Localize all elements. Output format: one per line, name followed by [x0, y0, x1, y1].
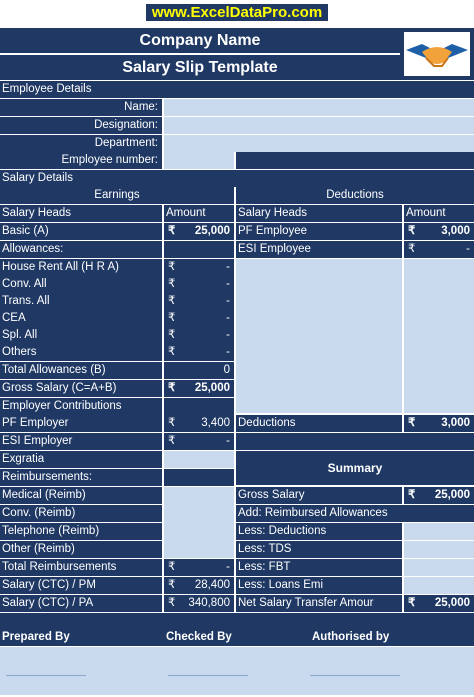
summary-gross-amount — [404, 487, 474, 504]
employee-details-header: Employee Details — [0, 81, 474, 98]
telephone-reimb-label: Telephone (Reimb) — [0, 523, 162, 540]
currency-symbol: ₹ — [168, 561, 176, 573]
salary-details-header: Salary Details — [0, 170, 474, 187]
earnings-heads-col: Salary Heads — [0, 205, 162, 222]
designation-label: Designation: — [0, 117, 162, 134]
currency-symbol: ₹ — [168, 312, 176, 324]
employee-number-extra — [236, 152, 474, 169]
deductions-heads-col: Salary Heads — [236, 205, 402, 222]
prepared-by-line — [6, 675, 86, 676]
deductions-total-value: 3,000 — [441, 417, 470, 429]
currency-symbol: ₹ — [168, 435, 176, 447]
gross-salary-value: 25,000 — [194, 382, 230, 394]
authorised-by-label: Authorised by — [236, 629, 474, 646]
signature-spacer — [0, 613, 474, 629]
allowances-label: Allowances: — [0, 241, 162, 258]
handshake-icon — [404, 32, 470, 76]
deductions-spacer — [236, 433, 474, 450]
template-title: Salary Slip Template — [0, 55, 400, 80]
summary-gross-value: 25,000 — [434, 489, 470, 501]
authorised-by-line — [310, 675, 400, 676]
spl-all-label: Spl. All — [0, 327, 162, 344]
currency-symbol: ₹ — [168, 261, 176, 273]
currency-symbol: ₹ — [168, 597, 176, 609]
currency-symbol: ₹ — [408, 597, 416, 609]
basic-value: 25,000 — [194, 225, 230, 237]
ctc-pa-value: 340,800 — [188, 597, 230, 609]
total-reimbursements-amount — [164, 559, 234, 576]
website-link[interactable]: www.ExcelDataPro.com — [146, 4, 328, 21]
trans-all-value: - — [226, 295, 230, 307]
cea-amount — [164, 310, 234, 327]
esi-employee-label: ESI Employee — [236, 241, 402, 258]
website-banner — [0, 2, 474, 24]
add-reimbursed-label: Add: Reimbursed Allowances — [236, 505, 474, 522]
esi-employee-value: - — [466, 243, 470, 255]
deductions-amount-col: Amount — [404, 205, 474, 222]
summary-gross-label: Gross Salary — [236, 487, 402, 504]
currency-symbol: ₹ — [168, 295, 176, 307]
ctc-pm-amount — [164, 577, 234, 594]
pf-employer-value: 3,400 — [201, 417, 230, 429]
currency-symbol: ₹ — [408, 417, 416, 429]
name-field[interactable] — [164, 99, 474, 116]
deductions-header: Deductions — [236, 187, 474, 204]
net-salary-value: 25,000 — [434, 597, 470, 609]
less-loans-label: Less: Loans Emi — [236, 577, 402, 594]
checked-by-label: Checked By — [164, 629, 236, 646]
conv-all-amount — [164, 276, 234, 293]
pf-employee-amount — [404, 223, 474, 240]
gross-salary-amount — [164, 380, 234, 397]
esi-employee-amount — [404, 241, 474, 258]
reimbursements-amount-field[interactable] — [164, 487, 234, 558]
checked-by-line — [168, 675, 248, 676]
cea-label: CEA — [0, 310, 162, 327]
less-tds-field[interactable] — [404, 541, 474, 558]
hra-label: House Rent All (H R A) — [0, 259, 162, 276]
earnings-amount-col: Amount — [164, 205, 234, 222]
currency-symbol: ₹ — [168, 382, 176, 394]
prepared-by-label: Prepared By — [0, 629, 164, 646]
total-allowances-value: 0 — [164, 362, 234, 379]
ctc-pa-label: Salary (CTC) / PA — [0, 595, 162, 612]
esi-employer-label: ESI Employer — [0, 433, 162, 450]
deductions-total-amount — [404, 415, 474, 432]
less-deductions-field[interactable] — [404, 523, 474, 540]
summary-title: Summary — [236, 451, 474, 485]
ctc-pa-amount — [164, 595, 234, 612]
pf-employer-label: PF Employer — [0, 415, 162, 432]
pf-employee-label: PF Employee — [236, 223, 402, 240]
less-deductions-label: Less: Deductions — [236, 523, 402, 540]
others-value: - — [226, 346, 230, 358]
esi-employer-value: - — [226, 435, 230, 447]
others-amount — [164, 344, 234, 361]
pf-employer-amount — [164, 415, 234, 432]
other-reimb-label: Other (Reimb) — [0, 541, 162, 558]
total-allowances-label: Total Allowances (B) — [0, 362, 162, 379]
cea-value: - — [226, 312, 230, 324]
employee-number-label: Employee number: — [0, 152, 162, 169]
medical-reimb-label: Medical (Reimb) — [0, 487, 162, 504]
conv-all-value: - — [226, 278, 230, 290]
reimbursements-label: Reimbursements: — [0, 469, 162, 486]
deductions-amount-area[interactable] — [404, 259, 474, 413]
hra-amount — [164, 259, 234, 276]
basic-amount — [164, 223, 234, 240]
logo-frame — [400, 28, 474, 80]
deductions-heads-area[interactable] — [236, 259, 402, 413]
currency-symbol: ₹ — [168, 278, 176, 290]
hra-value: - — [226, 261, 230, 273]
less-fbt-label: Less: FBT — [236, 559, 402, 576]
ctc-pm-value: 28,400 — [194, 579, 230, 591]
signature-area[interactable] — [0, 647, 474, 695]
exgratia-field[interactable] — [164, 451, 234, 468]
currency-symbol: ₹ — [168, 225, 176, 237]
designation-field[interactable] — [164, 117, 474, 134]
employee-number-field[interactable] — [164, 152, 234, 169]
spl-all-value: - — [226, 329, 230, 341]
less-fbt-field[interactable] — [404, 559, 474, 576]
name-label: Name: — [0, 99, 162, 116]
department-label: Department: — [0, 135, 162, 152]
earnings-header: Earnings — [0, 187, 234, 204]
department-field[interactable] — [164, 135, 474, 152]
currency-symbol: ₹ — [408, 225, 416, 237]
trans-all-label: Trans. All — [0, 293, 162, 310]
allowances-amount-blank — [164, 241, 234, 258]
spl-all-amount — [164, 327, 234, 344]
pf-employee-value: 3,000 — [441, 225, 470, 237]
reimbursements-blank — [164, 469, 234, 486]
total-reimbursements-label: Total Reimbursements — [0, 559, 162, 576]
ctc-pm-label: Salary (CTC) / PM — [0, 577, 162, 594]
conv-reimb-label: Conv. (Reimb) — [0, 505, 162, 522]
currency-symbol: ₹ — [408, 243, 416, 255]
gross-salary-label: Gross Salary (C=A+B) — [0, 380, 162, 397]
conv-all-label: Conv. All — [0, 276, 162, 293]
currency-symbol: ₹ — [408, 489, 416, 501]
esi-employer-amount — [164, 433, 234, 450]
basic-label: Basic (A) — [0, 223, 162, 240]
net-salary-amount — [404, 595, 474, 612]
company-name: Company Name — [0, 28, 400, 53]
currency-symbol: ₹ — [168, 346, 176, 358]
trans-all-amount — [164, 293, 234, 310]
employer-contributions-label: Employer Contributions — [0, 398, 162, 415]
deductions-total-label: Deductions — [236, 415, 402, 432]
currency-symbol: ₹ — [168, 579, 176, 591]
employer-contributions-blank — [164, 398, 234, 415]
total-reimbursements-value: - — [226, 561, 230, 573]
less-loans-field[interactable] — [404, 577, 474, 594]
others-label: Others — [0, 344, 162, 361]
less-tds-label: Less: TDS — [236, 541, 402, 558]
currency-symbol: ₹ — [168, 329, 176, 341]
exgratia-label: Exgratia — [0, 451, 162, 468]
currency-symbol: ₹ — [168, 417, 176, 429]
net-salary-label: Net Salary Transfer Amour — [236, 595, 402, 612]
